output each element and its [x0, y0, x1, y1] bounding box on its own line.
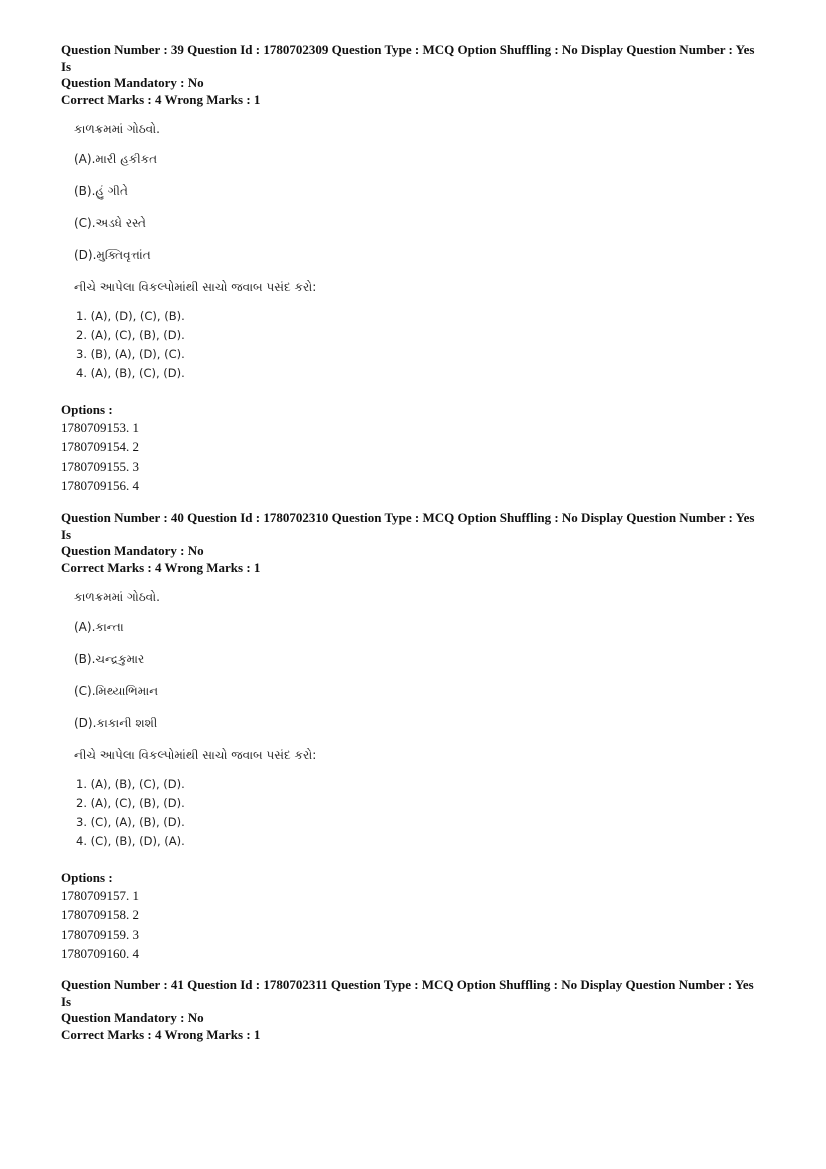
question-item: (B).ચન્દ્રકુમાર — [74, 652, 145, 666]
option-line: 1780709153. 1 — [61, 420, 139, 435]
answer-choice: 4. (C), (B), (D), (A). — [76, 834, 185, 848]
answer-choice: 2. (A), (C), (B), (D). — [76, 328, 185, 342]
answer-choice: 4. (A), (B), (C), (D). — [76, 366, 185, 380]
answer-choice-list — [74, 307, 761, 383]
question-item: (A).મારી હકીકત — [74, 152, 158, 166]
question-instruction: નીચે આપેલા વિકલ્પોમાંથી સાચો જવાબ પસંદ કરો: — [74, 280, 317, 294]
question-mandatory: Question Mandatory : No — [61, 1010, 204, 1025]
question-mandatory: Question Mandatory : No — [61, 75, 204, 90]
option-line: 1780709157. 1 — [61, 888, 139, 903]
answer-choice: 3. (B), (A), (D), (C). — [76, 347, 185, 361]
question-body — [74, 590, 761, 851]
answer-choice: 1. (A), (B), (C), (D). — [76, 777, 185, 791]
question-marks: Correct Marks : 4 Wrong Marks : 1 — [61, 559, 261, 575]
option-line: 1780709156. 4 — [61, 477, 139, 493]
question-item: (D).કાકાની શશી — [74, 716, 158, 730]
options-title: Options : — [61, 870, 113, 885]
question-block-40 — [61, 510, 761, 963]
option-line: 1780709159. 3 — [61, 926, 139, 942]
question-item: (B).હું ગીતે — [74, 184, 128, 198]
question-stem: કાળક્રમમાં ગોઠવો. — [74, 122, 160, 136]
question-item: (C).અડધે રસ્તે — [74, 216, 146, 230]
question-instruction: નીચે આપેલા વિકલ્પોમાંથી સાચો જવાબ પસંદ કરો: — [74, 748, 317, 762]
option-line: 1780709154. 2 — [61, 439, 139, 455]
question-marks: Correct Marks : 4 Wrong Marks : 1 — [61, 91, 261, 107]
question-header: Question Number : 41 Question Id : 1780702311 Question Type : MCQ Option Shuffling : No Display Question Number : Yes Is — [61, 977, 754, 1009]
options-title: Options : — [61, 402, 113, 417]
question-mandatory: Question Mandatory : No — [61, 543, 204, 558]
question-block-39 — [61, 42, 761, 495]
option-line: 1780709160. 4 — [61, 945, 139, 961]
question-marks: Correct Marks : 4 Wrong Marks : 1 — [61, 1026, 261, 1042]
question-block-41 — [61, 977, 761, 1043]
option-line: 1780709158. 2 — [61, 907, 139, 923]
question-body — [74, 122, 761, 383]
answer-choice: 2. (A), (C), (B), (D). — [76, 796, 185, 810]
answer-choice-list — [74, 775, 761, 851]
answer-choice: 1. (A), (D), (C), (B). — [76, 309, 185, 323]
answer-choice: 3. (C), (A), (B), (D). — [76, 815, 185, 829]
question-header: Question Number : 40 Question Id : 1780702310 Question Type : MCQ Option Shuffling : No Display Question Number : Yes Is — [61, 510, 755, 542]
question-item: (D).મુક્તિવૃત્તાંત — [74, 248, 151, 262]
question-item: (A).કાન્તા — [74, 620, 124, 634]
question-item: (C).મિથ્યાભિમાન — [74, 684, 159, 698]
question-stem: કાળક્રમમાં ગોઠવો. — [74, 590, 160, 604]
question-header: Question Number : 39 Question Id : 1780702309 Question Type : MCQ Option Shuffling : No Display Question Number : Yes Is — [61, 42, 755, 74]
option-line: 1780709155. 3 — [61, 458, 139, 474]
